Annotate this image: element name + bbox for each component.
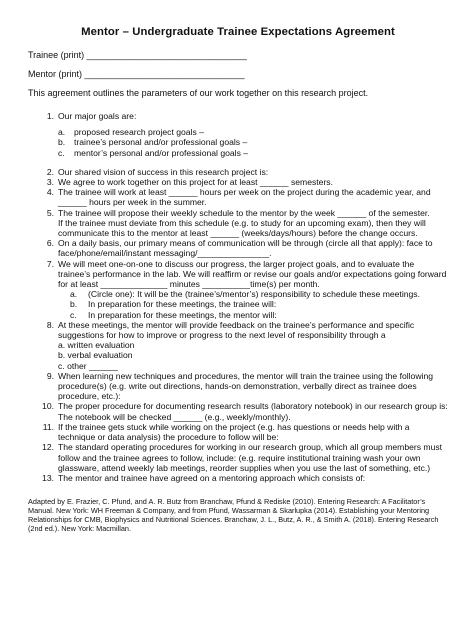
- mentor-print-line: Mentor (print) ________________________________: [28, 69, 245, 79]
- list-item-10: [28, 401, 448, 421]
- item-7-subitem-c: [72, 310, 448, 320]
- item-text: Our shared vision of success in this research project is:: [58, 166, 269, 177]
- list-item-6: [28, 238, 448, 258]
- item-number: 1.: [46, 111, 54, 121]
- item-number: 13.: [42, 472, 54, 483]
- item-8-option-a: a. written evaluation: [58, 340, 135, 351]
- item-number: 6.: [46, 238, 54, 249]
- item-number: 3.: [46, 177, 54, 188]
- list-item-11: [28, 422, 448, 442]
- subitem-letter: c.: [70, 309, 77, 320]
- subitem-letter: a.: [70, 289, 78, 300]
- item-number: 9.: [46, 370, 54, 381]
- goal-subitem-a: [58, 127, 448, 137]
- list-item-4: [28, 187, 448, 207]
- item-text: The trainee will propose their weekly schedule to the mentor by the week ______ of the semester.: [58, 207, 430, 218]
- item-text: On a daily basis, our primary means of communication will be through (circle all that apply): face to face/phone/email/instant messaging/_______________.: [58, 238, 433, 259]
- item-8-option-b: b. verbal evaluation: [58, 350, 133, 361]
- subitem-text: proposed research project goals –: [74, 127, 204, 138]
- item-number: 10.: [42, 401, 54, 412]
- list-item-13: [28, 473, 448, 483]
- page-title: Mentor – Undergraduate Trainee Expectations Agreement: [81, 26, 395, 38]
- goal-subitem-c: [58, 148, 448, 158]
- subitem-letter: b.: [70, 299, 78, 310]
- item-text: If the trainee gets stuck while working on the project (e.g. has questions or needs help with a technique or data analysis) the procedure to follow will be:: [58, 421, 410, 443]
- item-text: The trainee will work at least ______ hours per week on the project during the academic year, and ______ hours per week in the summer.: [58, 187, 431, 208]
- list-item-7: [28, 259, 448, 290]
- list-item-9: [28, 371, 448, 402]
- subitem-text: In preparation for these meetings, the trainee will:: [88, 299, 277, 310]
- item-text: At these meetings, the mentor will provide feedback on the trainee’s performance and specific suggestions for how to improve or progress to the next level of responsibility through a: [58, 319, 415, 341]
- item-text: The standard operating procedures for working in our research group, which all group members must follow and the trainee agrees to follow, include: (e.g. require institutional training wash your own glassware, attend weekly lab meetings, reorder supplies when you use the last of something, etc.): [58, 442, 443, 473]
- subitem-letter: a.: [58, 127, 66, 138]
- item-number: 4.: [46, 187, 54, 198]
- item-number: 12.: [42, 442, 54, 453]
- item-number: 11.: [42, 421, 54, 432]
- subitem-text: trainee’s personal and/or professional goals –: [74, 137, 248, 148]
- item-number: 2.: [46, 166, 54, 177]
- item-text: When learning new techniques and procedures, the mentor will train the trainee using the following procedure(s) (e.g. write out directions, hands-on demonstration, verbally direct as trainee does procedure, etc.):: [58, 370, 434, 402]
- subitem-letter: c.: [58, 147, 65, 158]
- item-8-option-c: c. other ______: [58, 360, 118, 371]
- list-item-8: [28, 320, 448, 340]
- item-text: The mentor and trainee have agreed on a mentoring approach which consists of:: [58, 472, 366, 483]
- item-text: We will meet one-on-one to discuss our progress, the larger project goals, and to evaluate the trainee’s performance in the lab. We will reaffirm or revise our goals and/or expectations going forward for at least ______________ minutes __________time(s) per month.: [58, 258, 447, 290]
- trainee-print-line: Trainee (print) ________________________________: [28, 50, 247, 60]
- item-number: 8.: [46, 319, 54, 330]
- list-item-2: [28, 167, 448, 177]
- item-text: Our major goals are:: [58, 111, 137, 121]
- intro-paragraph: This agreement outlines the parameters of our work together on this research project.: [28, 88, 369, 98]
- subitem-text: In preparation for these meetings, the mentor will:: [88, 309, 277, 320]
- item-7-subitem-a: [72, 289, 448, 299]
- list-item-goals: [28, 111, 448, 121]
- subitem-text: mentor’s personal and/or professional goals –: [74, 147, 249, 158]
- item-text: We agree to work together on this project for at least ______ semesters.: [58, 177, 333, 188]
- item-7-subitem-b: [72, 299, 448, 309]
- list-item-5: [28, 208, 448, 218]
- item-number: 5.: [46, 207, 54, 218]
- list-item-3: [28, 177, 448, 187]
- item-number: 7.: [46, 258, 54, 269]
- subitem-text: (Circle one): It will be the (trainee’s/mentor’s) responsibility to schedule these meetings.: [88, 289, 420, 300]
- subitem-letter: b.: [58, 137, 66, 148]
- reference-note: Adapted by E. Frazier, C. Pfund, and A. R. Butz from Branchaw, Pfund & Rediske (2010). Entering Research: A Facilitator’s Manual. New York: WH Freeman & Company, and from Pfund, Wassarman & Skarlupka (2014). Establishing your Mentoring Relationships for CMB, Biophysics and Nutritional Sciences. Branchaw, J. L., Butz, A. R., & Smith A. (2018). Entering Research (2nd ed.). New York: Macmillan.: [28, 497, 439, 534]
- list-item-12: [28, 442, 448, 473]
- goal-subitem-b: [58, 137, 448, 147]
- item-text: The proper procedure for documenting research results (laboratory notebook) in our research group is: The notebook will be checked ______ (e.g., weekly/monthly).: [58, 401, 448, 422]
- item-5-note: If the trainee must deviate from this schedule (e.g. to study for an upcoming exam), then they will communicate this to the mentor at least ______ (weeks/days/hours) before the change occurs.: [58, 217, 426, 239]
